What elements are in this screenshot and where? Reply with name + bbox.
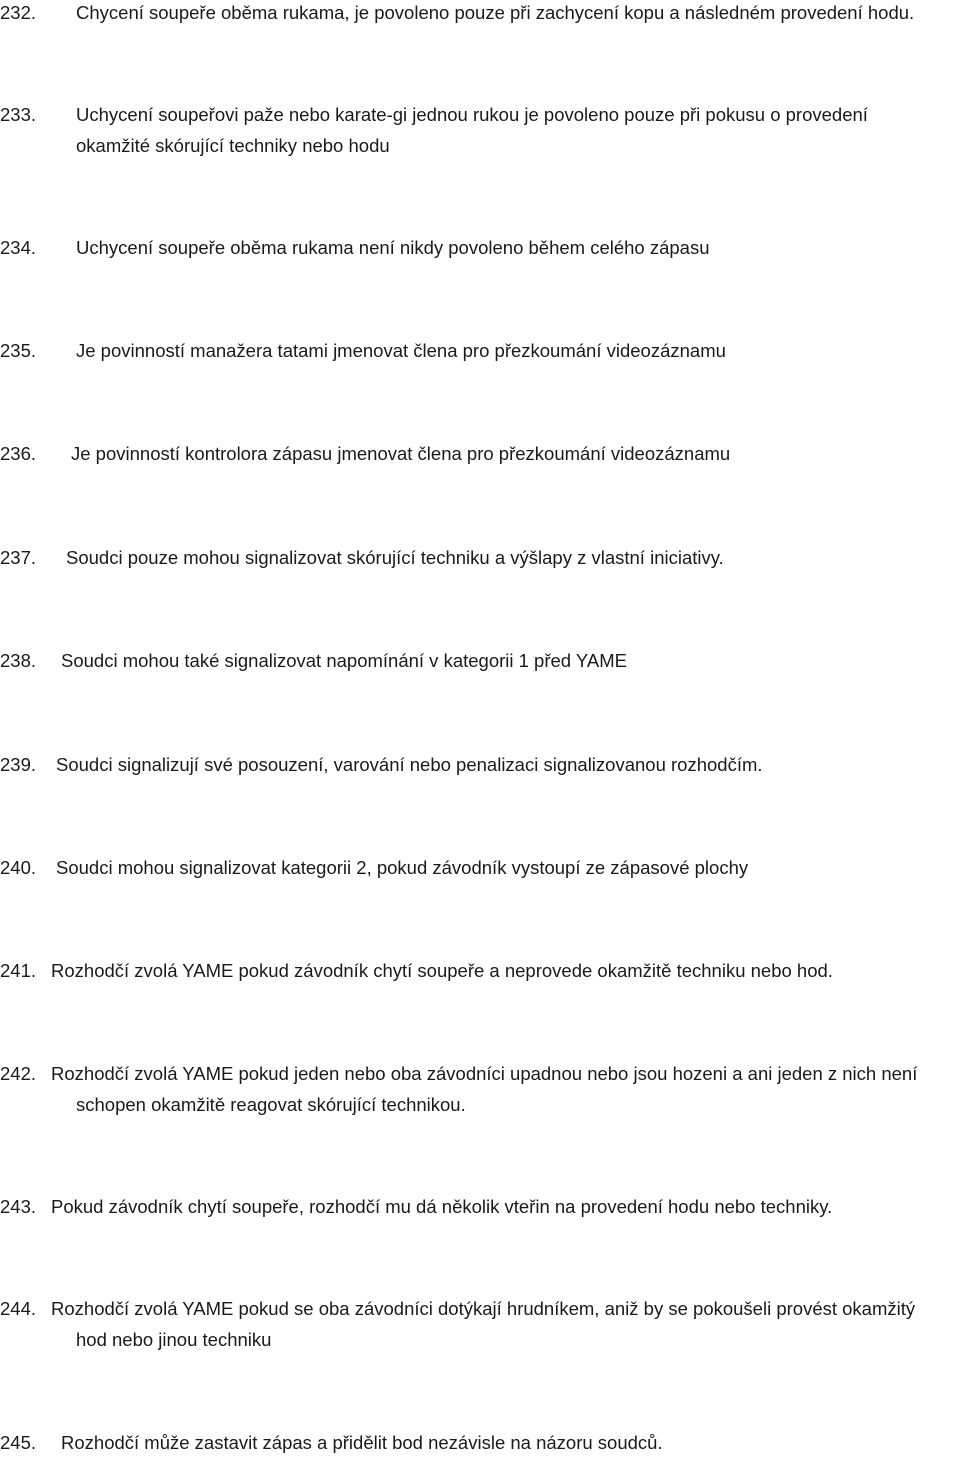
rule-number: 240. xyxy=(0,857,37,878)
rule-item-242 xyxy=(0,1058,960,1120)
rule-item-241 xyxy=(0,955,960,986)
rule-number: 236. xyxy=(0,443,37,464)
rule-text-line: Uchycení soupeřovi paže nebo karate-gi jednou rukou je povoleno pouze při pokusu o provedení xyxy=(76,104,868,125)
rule-number: 233. xyxy=(0,104,37,125)
rule-item-232 xyxy=(0,0,960,28)
rule-text-line: Soudci signalizují své posouzení, varování nebo penalizaci signalizovanou rozhodčím. xyxy=(56,754,763,775)
rule-text-line: okamžité skórující techniky nebo hodu xyxy=(76,135,390,156)
rule-item-235 xyxy=(0,335,960,366)
rule-number: 242. xyxy=(0,1063,37,1084)
rule-item-238 xyxy=(0,645,960,676)
rule-item-233 xyxy=(0,99,960,161)
rule-text-line: Chycení soupeře oběma rukama, je povoleno pouze při zachycení kopu a následném provedení hodu. xyxy=(76,2,915,23)
rule-text-line: Uchycení soupeře oběma rukama není nikdy povoleno během celého zápasu xyxy=(76,237,710,258)
rule-text-line: Soudci mohou také signalizovat napomínání v kategorii 1 před YAME xyxy=(61,650,627,671)
rule-text-line: hod nebo jinou techniku xyxy=(76,1329,272,1350)
rule-number: 237. xyxy=(0,547,37,568)
rule-text-line: Rozhodčí zvolá YAME pokud závodník chytí soupeře a neprovede okamžitě techniku nebo hod. xyxy=(51,960,833,981)
rule-text-line: Rozhodčí může zastavit zápas a přidělit bod nezávisle na názoru soudců. xyxy=(61,1432,663,1453)
rule-number: 238. xyxy=(0,650,37,671)
rule-number: 234. xyxy=(0,237,37,258)
rule-item-237 xyxy=(0,542,960,573)
rule-text-line: Rozhodčí zvolá YAME pokud jeden nebo oba závodníci upadnou nebo jsou hozeni a ani jeden z nich není xyxy=(51,1063,918,1084)
rule-text-line: Pokud závodník chytí soupeře, rozhodčí mu dá několik vteřin na provedení hodu nebo techniky. xyxy=(51,1196,833,1217)
rule-number: 235. xyxy=(0,340,37,361)
rule-item-245 xyxy=(0,1427,960,1458)
rule-item-244 xyxy=(0,1293,960,1355)
rule-text-line: Rozhodčí zvolá YAME pokud se oba závodníci dotýkají hrudníkem, aniž by se pokoušeli provést okamžitý xyxy=(51,1298,916,1319)
rule-number: 245. xyxy=(0,1432,37,1453)
rule-number: 241. xyxy=(0,960,37,981)
rule-number: 239. xyxy=(0,754,37,775)
rule-text-line: Soudci pouze mohou signalizovat skórující techniku a výšlapy z vlastní iniciativy. xyxy=(66,547,724,568)
rule-text-line: Soudci mohou signalizovat kategorii 2, pokud závodník vystoupí ze zápasové plochy xyxy=(56,857,749,878)
rule-item-236 xyxy=(0,438,960,469)
rule-item-243 xyxy=(0,1191,960,1222)
rule-text-line: Je povinností kontrolora zápasu jmenovat člena pro přezkoumání videozáznamu xyxy=(71,443,731,464)
rule-text-line: Je povinností manažera tatami jmenovat člena pro přezkoumání videozáznamu xyxy=(76,340,726,361)
rule-number: 244. xyxy=(0,1298,37,1319)
rule-text-line: schopen okamžitě reagovat skórující technikou. xyxy=(76,1094,466,1115)
rule-number: 243. xyxy=(0,1196,37,1217)
rule-item-240 xyxy=(0,852,960,883)
rule-number: 232. xyxy=(0,2,37,23)
rule-item-239 xyxy=(0,749,960,780)
rule-item-234 xyxy=(0,232,960,263)
